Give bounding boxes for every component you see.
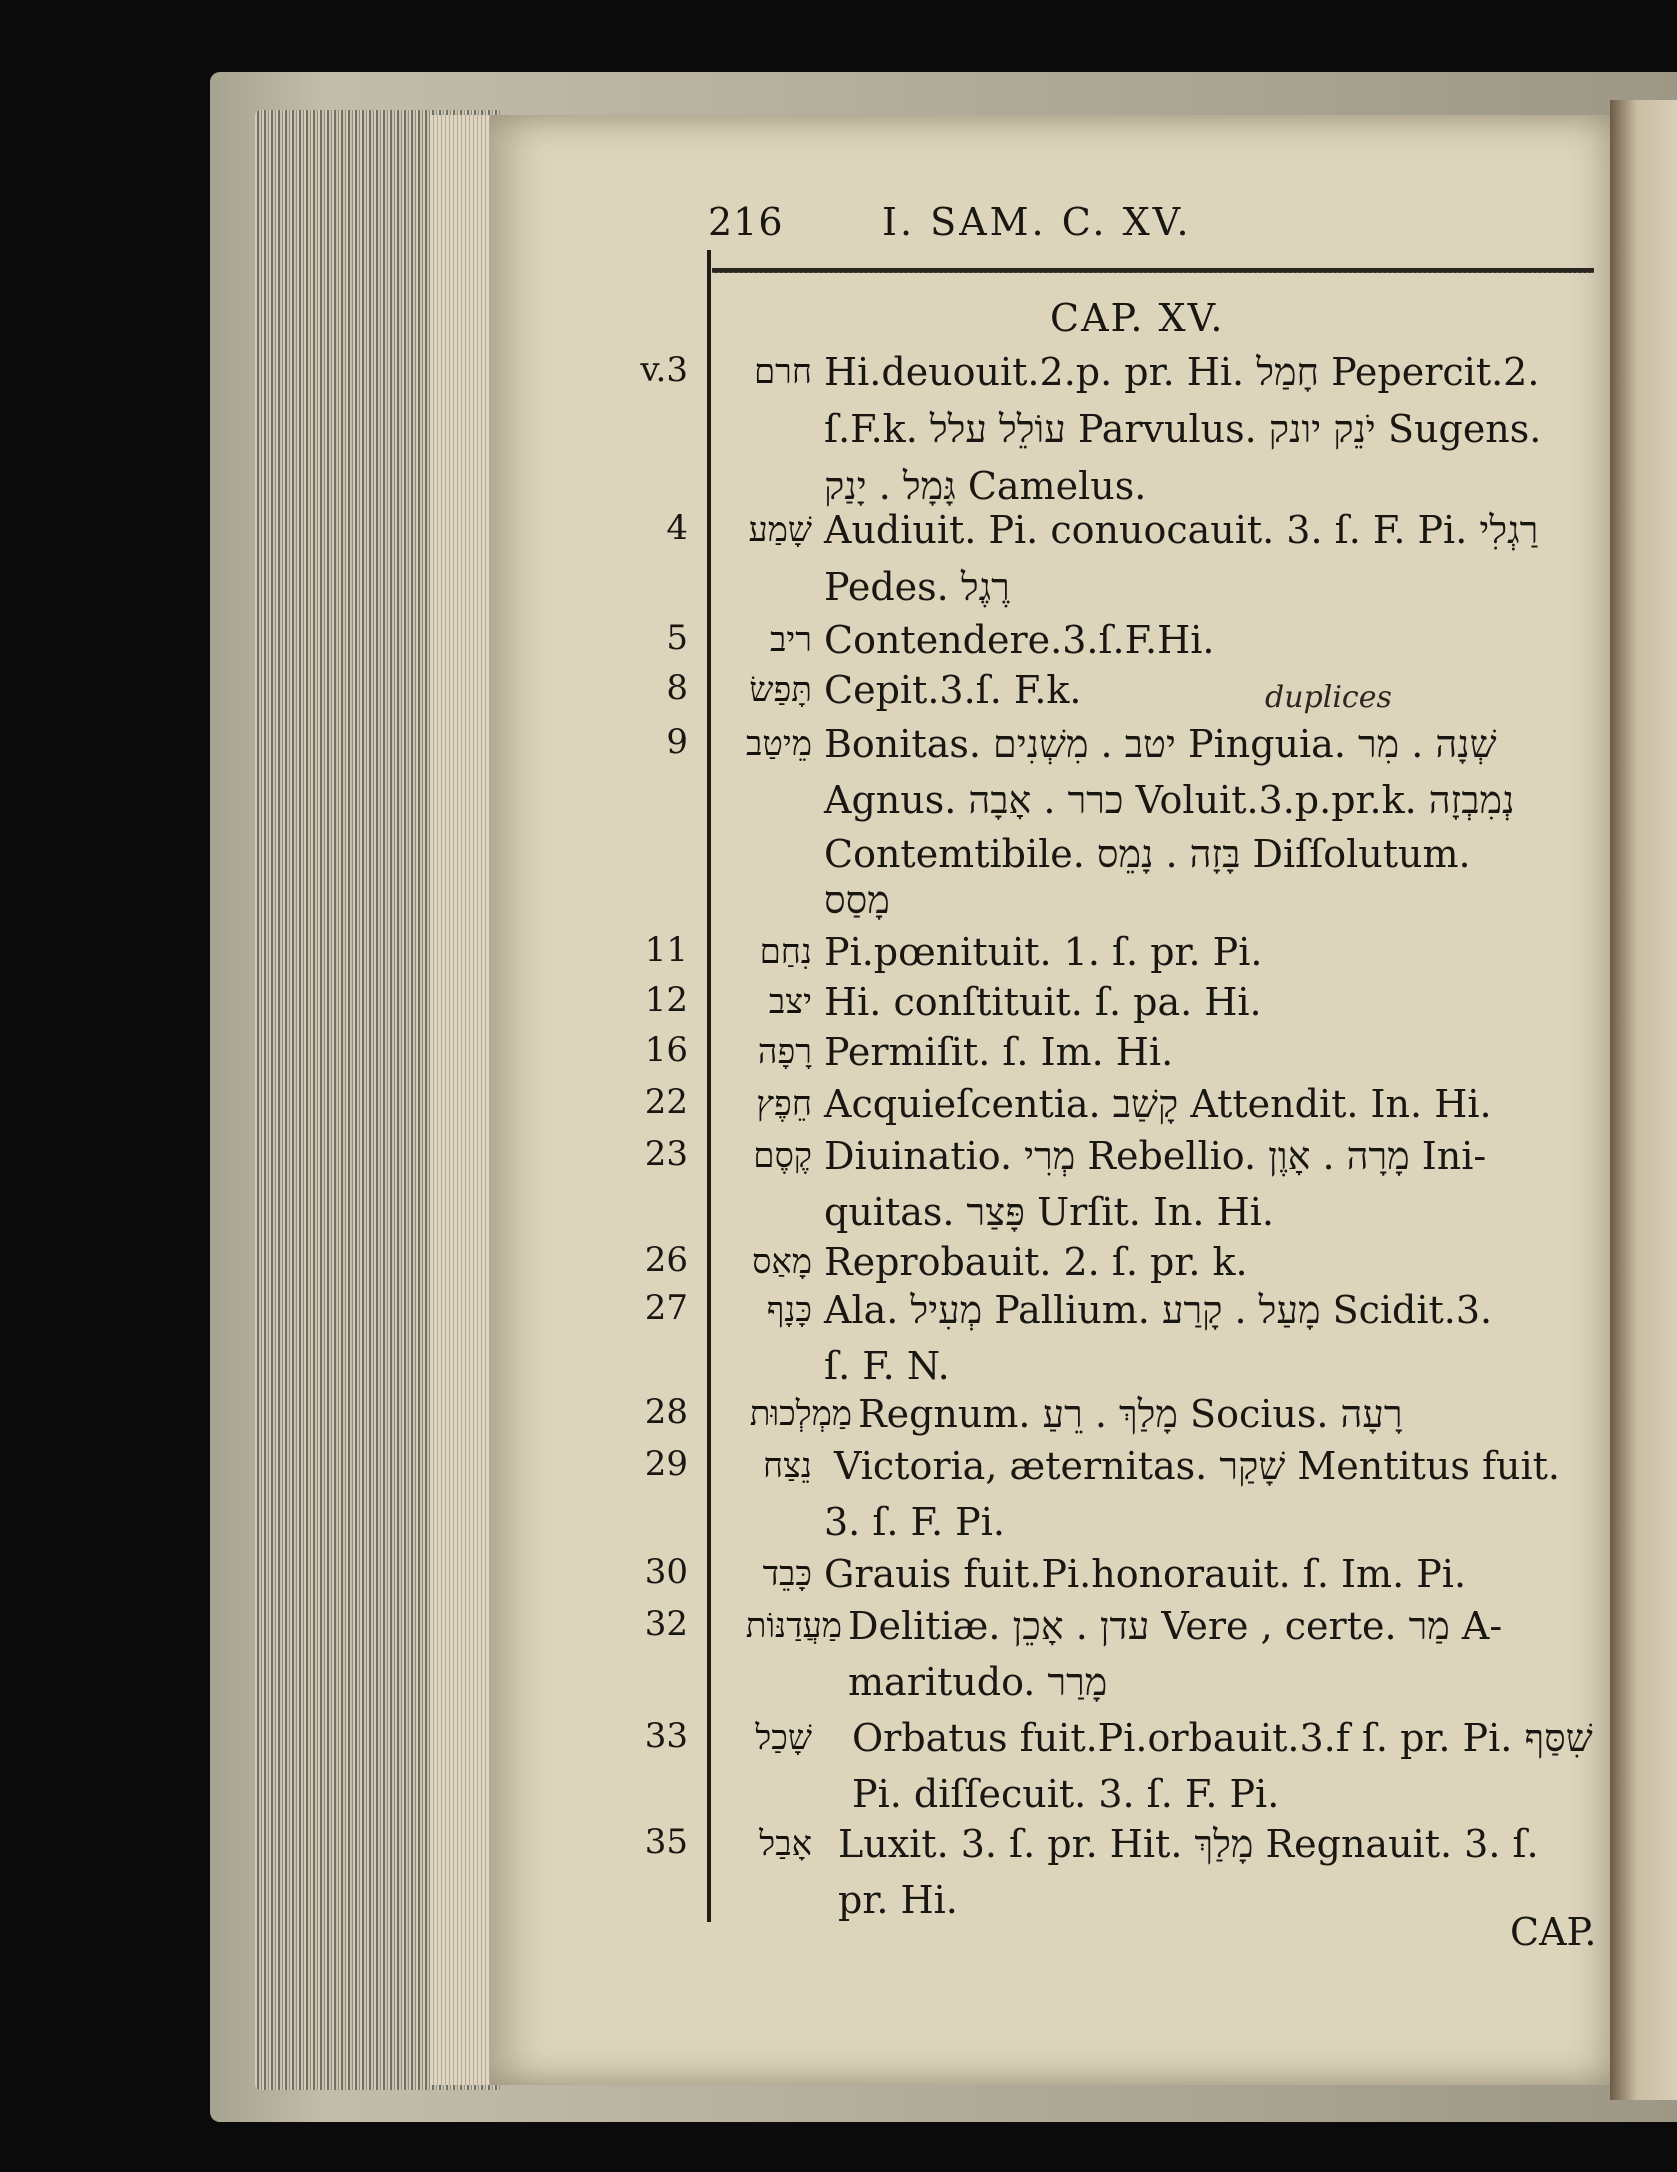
- column-rule: [707, 250, 711, 1922]
- gloss-line: 3. ſ. F. Pi.: [824, 1500, 1005, 1544]
- gloss-line: Pedes. רֶגֶל: [824, 565, 1010, 609]
- gloss-line: Contemtibile. בָּזָה . נָמֵס Diſſolutum.: [824, 832, 1471, 876]
- verse-number: 11: [644, 930, 688, 970]
- gloss-line: מָסַס: [824, 878, 890, 922]
- page-number: 216: [708, 200, 784, 244]
- hebrew-lemma: כָּבֵד: [762, 1554, 812, 1594]
- gloss-line: ſ. F. N.: [824, 1344, 950, 1388]
- gloss-line: quitas. פָּצַר Urſit. In. Hi.: [824, 1190, 1274, 1234]
- catchword: CAP.: [1510, 1910, 1597, 1954]
- verse-number: 22: [644, 1082, 688, 1122]
- verse-number: 9: [666, 722, 688, 762]
- hebrew-lemma: קֶסֶם: [753, 1136, 812, 1176]
- gloss-line: Audiuit. Pi. conuocauit. 3. ſ. F. Pi. רַגְלִי: [824, 508, 1539, 552]
- gloss-line: Bonitas. יטב . מִשְׁנִים Pinguia. שְׁנָה . מִר: [824, 722, 1497, 766]
- hebrew-lemma: רָפָה: [757, 1032, 812, 1072]
- gloss-line: Acquieſcentia. קָשַׁב Attendit. In. Hi.: [824, 1082, 1492, 1126]
- verse-number: 8: [666, 668, 688, 708]
- gloss-line: Orbatus fuit.Pi.orbauit.3.f ſ. pr. Pi. שִׁסַּף: [852, 1716, 1593, 1760]
- verse-number: 26: [644, 1240, 688, 1280]
- gloss-line: Pi. diſſecuit. 3. ſ. F. Pi.: [852, 1772, 1280, 1816]
- verse-number: v.3: [640, 350, 688, 390]
- hebrew-lemma: מָאַס: [752, 1242, 812, 1282]
- gloss-line: Reprobauit. 2. ſ. pr. k.: [824, 1240, 1248, 1284]
- gloss-line: Delitiæ. עדן . אָכֵן Vere , certe. מַר A-: [848, 1604, 1503, 1648]
- header-rule: [712, 268, 1594, 273]
- hebrew-lemma: מֵיטַב: [746, 724, 812, 764]
- gloss-line: Hi.deuouit.2.p. pr. Hi. חָמַל Pepercit.2.: [824, 350, 1540, 394]
- verse-number: 28: [644, 1392, 688, 1432]
- gloss-line: Permiſit. ſ. Im. Hi.: [824, 1030, 1174, 1074]
- verse-number: 16: [644, 1030, 688, 1070]
- gloss-line: Diuinatio. מְרִי Rebellio. מָרָה . אָוֶן Ini-: [824, 1134, 1487, 1178]
- running-head: I. SAM. C. XV.: [882, 200, 1192, 244]
- hebrew-lemma: נִחַם: [759, 932, 812, 972]
- handwritten-annotation: duplices: [1265, 680, 1392, 715]
- gloss-line: Contendere.3.ſ.F.Hi.: [824, 618, 1215, 662]
- hebrew-lemma: חרם: [753, 352, 812, 392]
- hebrew-lemma: תָּפַשׂ: [749, 670, 812, 710]
- verse-number: 5: [666, 618, 688, 658]
- hebrew-lemma: מַעֲדַנּוֹת: [745, 1606, 842, 1646]
- hebrew-lemma: יצב: [768, 982, 812, 1022]
- gloss-line: Ala. מְעִיל Pallium. מָעַל . קָרַע Scidit.3.: [824, 1288, 1493, 1332]
- gloss-line: Hi. conſtituit. ſ. pa. Hi.: [824, 980, 1262, 1024]
- gloss-line: Cepit.3.ſ. F.k.: [824, 668, 1082, 712]
- verse-number: 12: [644, 980, 688, 1020]
- verse-number: 29: [644, 1444, 688, 1484]
- gloss-line: pr. Hi.: [838, 1878, 958, 1922]
- hebrew-lemma: אָבַל: [759, 1824, 812, 1864]
- gloss-line: Grauis fuit.Pi.honorauit. ſ. Im. Pi.: [824, 1552, 1467, 1596]
- gloss-line: Pi.pœnituit. 1. ſ. pr. Pi.: [824, 930, 1263, 974]
- gloss-line: Victoria, æternitas. שָׁקַר Mentitus fuit.: [834, 1444, 1560, 1488]
- verse-number: 23: [644, 1134, 688, 1174]
- gloss-line: Agnus. כרר . אָבָה Voluit.3.p.pr.k. נְמִבְזָה: [824, 778, 1515, 822]
- hebrew-lemma: חֵפֶץ: [756, 1084, 812, 1124]
- hebrew-lemma: כָּנָף: [766, 1290, 812, 1330]
- gloss-line: Luxit. 3. ſ. pr. Hit. מָלַךְ Regnauit. 3. ſ.: [838, 1822, 1539, 1866]
- gloss-line: Regnum. מָלַךְ . רֵעַ Socius. רָעָה: [858, 1392, 1403, 1436]
- gloss-line: גָּמָל . יָנַק Camelus.: [824, 464, 1147, 508]
- hebrew-lemma: ריב: [769, 620, 812, 660]
- chapter-title: CAP. XV.: [1050, 296, 1225, 340]
- hebrew-lemma: שָׁכַל: [755, 1718, 812, 1758]
- verse-number: 32: [644, 1604, 688, 1644]
- hebrew-lemma: מַמְלְכוּת: [749, 1394, 852, 1434]
- verse-number: 30: [644, 1552, 688, 1592]
- gloss-line: maritudo. מָרַר: [848, 1660, 1108, 1704]
- verse-number: 33: [644, 1716, 688, 1756]
- verse-number: 27: [644, 1288, 688, 1328]
- hebrew-lemma: נֵצַח: [763, 1446, 812, 1486]
- gloss-line: ſ.F.k. עוֹלֵל עלל Parvulus. יֹנֵק יונק Sugens.: [824, 407, 1542, 451]
- verse-number: 35: [644, 1822, 688, 1862]
- verse-number: 4: [666, 508, 688, 548]
- hebrew-lemma: שָׁמַע: [748, 510, 812, 550]
- facing-page-edge: [1610, 100, 1677, 2100]
